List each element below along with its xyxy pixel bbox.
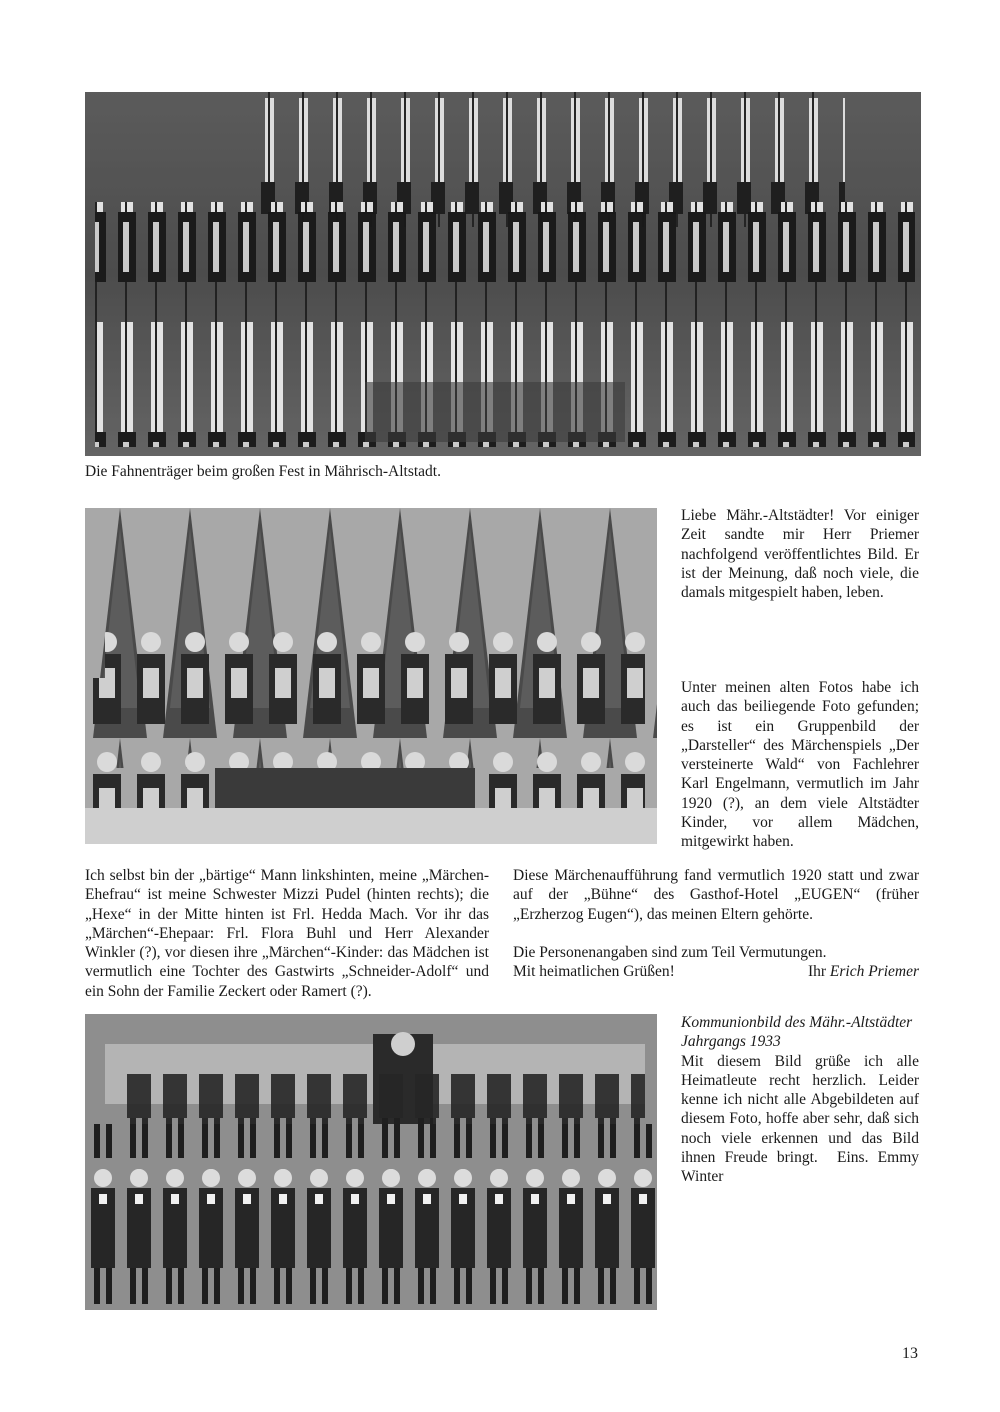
communion-group-photo (85, 1014, 657, 1310)
flag-bearers-caption: Die Fahnenträger beim großen Fest in Mährisch-Altstadt. (85, 463, 441, 480)
letter-signature: Ihr Erich Priemer (807, 963, 919, 981)
photo-description-text: Unter meinen alten Fotos habe ich auch das beiliegende Foto gefunden; es ist ein Gruppenbild der „Darsteller“ des Märchenspiels „Der versteinerte Wald“ von Fachlehrer Karl Engelmann, vermutlich im Jahr 1920 (?), an dem viele Altstädter Kinder, vor allem Mädchen, mitgewirkt haben. (681, 679, 919, 851)
communion-text-block (681, 1013, 919, 1187)
letter-right-paragraph-2: Die Personenangaben sind zum Teil Vermutungen. (513, 943, 827, 961)
fairytale-play-photo (85, 508, 657, 844)
signature-name: Erich Priemer (829, 963, 919, 981)
communion-caption-title: Kommunionbild des Mähr.-Altstädter Jahrgangs 1933 (681, 1014, 913, 1051)
letter-greeting: Mit heimatlichen Grüßen! (513, 963, 675, 981)
letter-intro-paragraph (681, 506, 919, 602)
page-number: 13 (902, 1345, 918, 1362)
letter-signature-line (513, 962, 919, 981)
letter-left-column-text: Ich selbst bin der „bärtige“ Mann linkshinten, meine „Märchen-Ehefrau“ ist meine Schwester Mizzi Pudel (hinten rechts); die „Hexe“ in der Mitte hinten ist Frl. Hedda Mach. Vor ihr das „Märchen“-Ehepaar: Frl. Flora Buhl und Herr Alexander Winkler (?), vor diesen ihre „Märchen“-Kinder: das Mädchen ist vermutlich eine Tochter des Gastwirts „Schneider-Adolf“ und ein Sohn der Familie Zeckert oder Ramert (?). (85, 867, 489, 1000)
flag-bearers-photo (85, 92, 921, 456)
letter-right-paragraph-1: Diese Märchenaufführung fand vermutlich 1920 statt und zwar auf der „Bühne“ des Gasthof-Hotel „EUGEN“ (früher „Erzherzog Eugen“), das meinen Eltern gehörte. (513, 867, 919, 923)
letter-intro-text: Liebe Mähr.-Altstädter! Vor einiger Zeit sandte mir Herr Priemer nachfolgend veröffentlichtes Bild. Er ist der Meinung, daß noch viele, die damals mitgespielt haben, leben. (681, 507, 919, 602)
letter-left-column (85, 866, 489, 1001)
letter-right-column (513, 866, 919, 981)
photo-description-paragraph (681, 678, 919, 852)
communion-text: Mit diesem Bild grüße ich alle Heimatleute recht herzlich. Leider kenne ich nicht alle Abgebildeten auf diesem Foto, hoffe aber sehr, daß sich noch viele erkennen und das Bild ihnen Freude bringt. Eins. Emmy Winter (681, 1052, 920, 1186)
communion-signature: Eins. Emmy Winter (681, 1149, 920, 1186)
